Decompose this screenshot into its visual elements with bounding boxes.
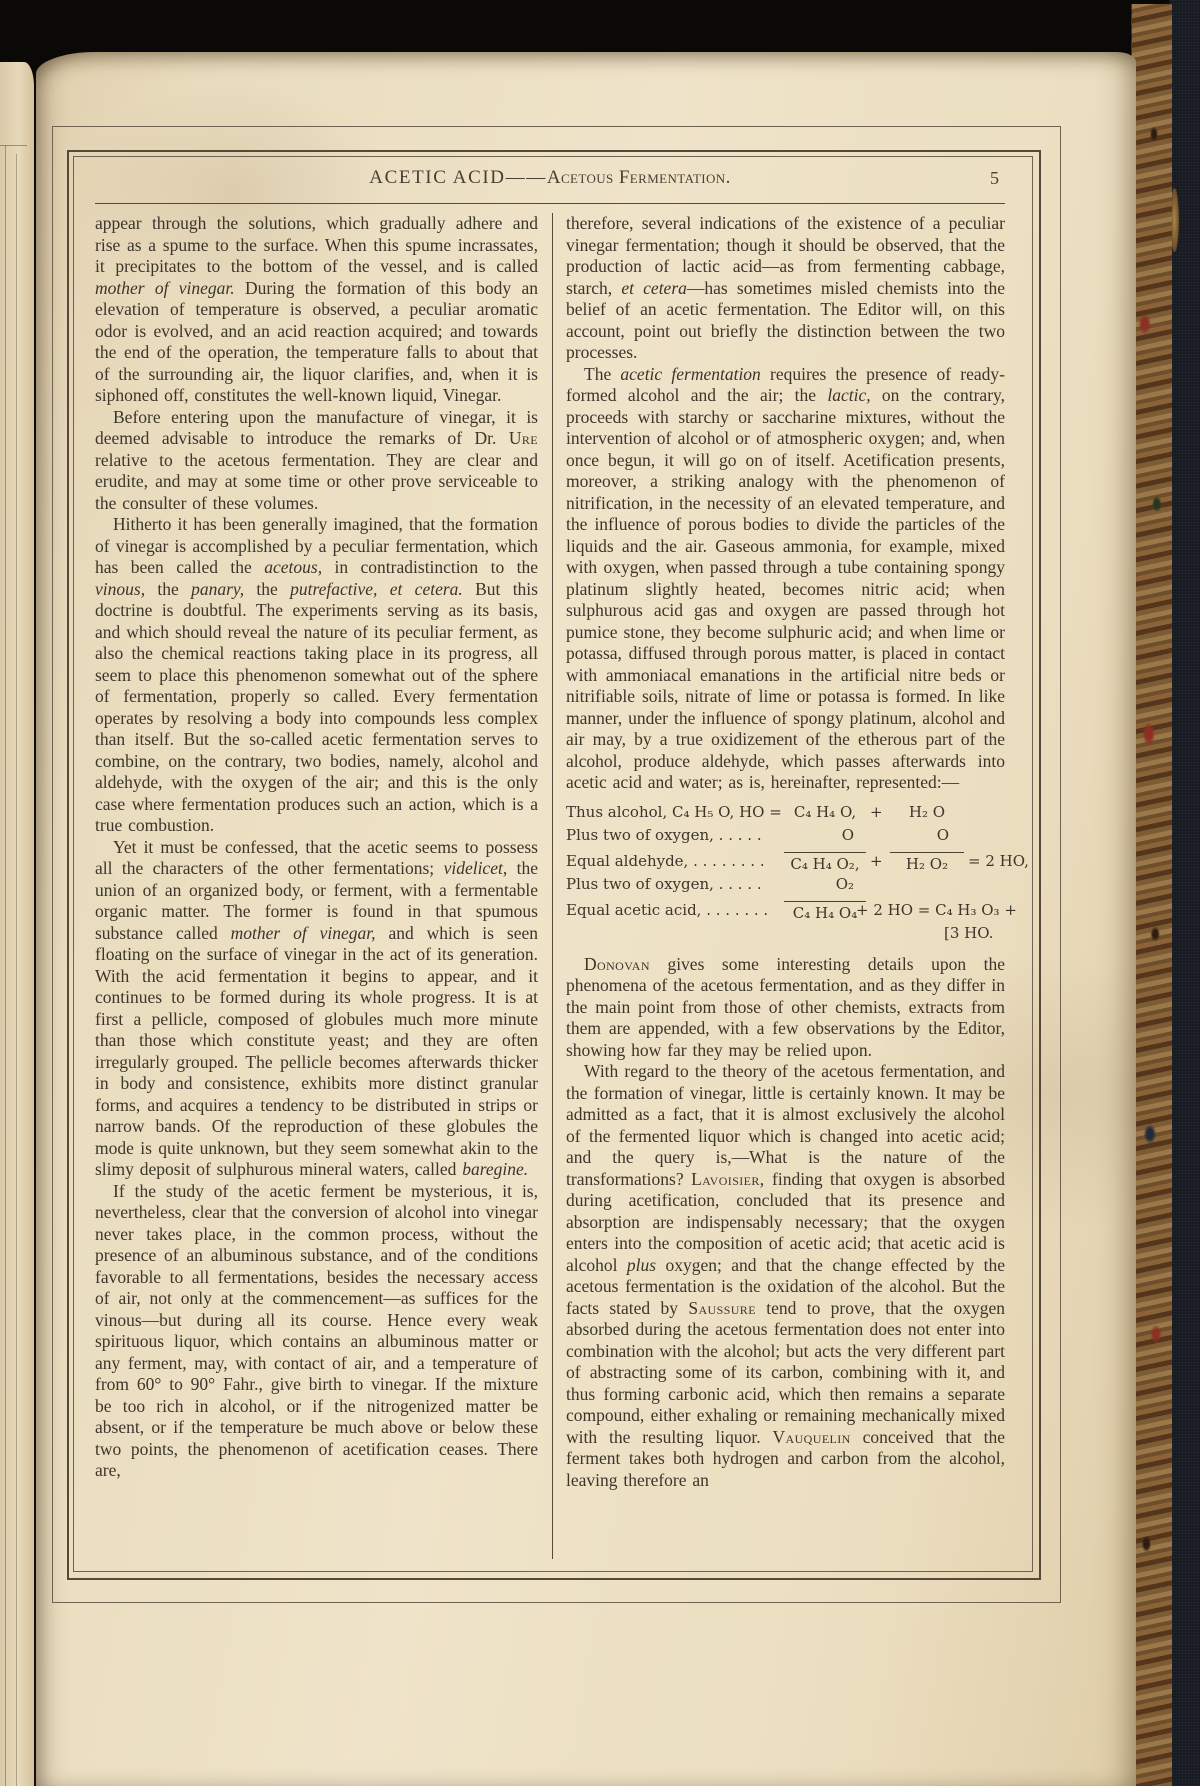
body-text: oxygen; and that the change effected by the acetous fermentation is the oxidation of the alcohol. But the facts stated by	[566, 1254, 1005, 1318]
equation-term-summed: C₄ H₄ O₄	[784, 901, 866, 922]
italic-text: mother of vinegar.	[95, 277, 235, 298]
body-text: But this doctrine is doubtful. The experiments serving as its basis, and which should reveal the nature of its peculiar ferment, as also the chemical reactions taking place in its progress, all seem to place this phenomenon somewhat out of the sphere of fermentation, properly so called. Every fermentation operates by resolving a body into compounds less complex than itself. But the so-called acetic fermentation serves to combine, on the contrary, two bodies, namely, alcohol and aldehyde, with the oxygen of the air; and this is the only case where fermentation produces such an action, which is a true combustion.	[95, 578, 538, 835]
plus-sign: +	[870, 802, 883, 821]
body-text: in contradistinction to the	[322, 557, 538, 577]
italic-text: mother of vinegar,	[230, 922, 376, 943]
body-text: The	[584, 363, 621, 384]
paragraph	[95, 514, 538, 837]
equation-row-oxygen	[566, 875, 1005, 896]
equation-label: Plus two of oxygen, . . . . .	[566, 874, 762, 893]
paragraph	[95, 213, 538, 407]
equation-term-summed: C₄ H₄ O₂,	[784, 852, 866, 873]
body-text: the union of an organized body, or ferment, with a fermentable organic matter. The former is found in that spumous substance called	[95, 858, 538, 943]
italic-text: putrefactive, et cetera.	[290, 578, 463, 599]
body-text: requires the presence of ready-formed alcohol and the air; the	[566, 363, 1005, 405]
body-text: Hitherto it has been generally imagined, that the formation of vinegar is accomplished by a peculiar fermentation, which has been called the	[95, 514, 538, 577]
body-text: therefore, several indications of the existence of a peculiar vinegar fermentation; though it should be observed, that the production of lactic acid—as from fermenting cabbage, starch,	[566, 213, 1005, 298]
equation-label: Thus alcohol, C₄ H₅ O, HO =	[566, 802, 782, 821]
equation-row-alcohol	[566, 803, 1005, 826]
body-text: Before entering upon the manufacture of vinegar, it is deemed advisable to introduce the remarks of Dr.	[95, 406, 538, 448]
equation-term: O₂	[835, 874, 854, 893]
equation-row-oxygen	[566, 826, 1005, 847]
equation-result: + 2 HO = C₄ H₃ O₃ +	[856, 900, 1017, 919]
two-column-text	[95, 213, 1029, 1559]
smallcaps-name: Ure	[508, 428, 538, 448]
equation-term: H₂ O	[908, 802, 946, 821]
italic-text: acetic fermentation	[620, 363, 761, 384]
body-text: —has sometimes misled chemists into the belief of an acetic fermentation. The Editor will, on this account, point out briefly the distinction between the two processes.	[566, 277, 1005, 362]
body-text: the	[145, 578, 192, 599]
equation-term: O	[841, 825, 854, 844]
header-rule	[95, 203, 1005, 204]
paragraph	[95, 407, 538, 515]
page-content	[95, 164, 1029, 1559]
equation-row-aldehyde	[566, 847, 1029, 875]
previous-page-border-rule	[5, 145, 6, 1786]
smallcaps-name: Vauquelin	[772, 1426, 851, 1447]
body-text: finding that oxygen is absorbed during acetification, concluded that its presence and absorption are indispensably necessary; that the oxygen enters into the composition of acetic acid; that acetic acid is alcohol	[566, 1168, 1006, 1275]
italic-text: baregine.	[462, 1159, 529, 1179]
book-cover	[1168, 0, 1200, 1786]
body-text: conceived that the ferment takes both hydrogen and carbon from the alcohol, leaving therefore an	[566, 1426, 1005, 1490]
equation-label: Plus two of oxygen, . . . . .	[566, 825, 762, 844]
body-text: gives some interesting details upon the phenomena of the acetous fermentation, and as they differ in the main point from those of other chemists, extracts from them are appended, with a few observations by the Editor, showing how far they may be relied upon.	[566, 953, 1005, 1060]
body-text: and which is seen floating on the surface of vinegar in the act of its generation. With the acid fermentation it begins to appear, and it continues to be formed during its whole progress. It is at first a pellicle, composed of globules much more minute than those which constitute yeast; and they are often irregularly grouped. The pellicle becomes afterwards thicker in body and consistence, exhibits more distinct granular forms, and acquires a tendency to be distributed in strips or narrow bands. Of the reproduction of these globules the mode is quite unknown, but they seem somewhat akin to the slimy deposit of sulphurous mineral waters, called	[95, 922, 538, 1179]
equation-term: O	[936, 825, 949, 844]
previous-page-border-rule	[16, 154, 17, 1786]
body-text: During the formation of this body an elevation of temperature is observed, a peculiar aromatic odor is evolved, and an acid reaction acquired; and towards the end of the operation, the temperature falls to about that of the surrounding air, the liquor clarifies, and, when it is siphoned off, constitutes the well-known liquid, Vinegar.	[95, 277, 538, 405]
italic-text: vinous,	[95, 578, 146, 599]
right-column-text	[566, 213, 1029, 1559]
equation-row-acetic-acid	[566, 896, 1017, 924]
equation-label: Equal aldehyde, . . . . . . . .	[566, 851, 765, 870]
equation-term-summed: H₂ O₂	[890, 852, 964, 873]
italic-text: plus	[626, 1254, 657, 1275]
italic-text: videlicet,	[443, 858, 508, 878]
equation-continuation: [3 HO.	[944, 923, 994, 942]
smallcaps-name: Saussure	[688, 1297, 756, 1318]
equation-label: Equal acetic acid, . . . . . . .	[566, 900, 769, 919]
right-column-upper-paragraphs	[566, 213, 1005, 794]
paragraph	[566, 364, 1005, 794]
column-divider-rule	[552, 213, 553, 1559]
body-text: If the study of the acetic ferment be mysterious, it is, nevertheless, clear that the conversion of alcohol into vinegar never takes place, in the common process, without the presence of an albuminous substance, and of the conditions favorable to all fermentations, besides the necessary access of air, not only at the commencement—as suffices for the vinous—but during all its course. Hence every weak spirituous liquor, which contains an albuminous matter or any ferment, may, with contact of air, and a temperature of from 60° to 90° Fahr., give birth to vinegar. If the mixture be too rich in alcohol, or if the nitrogenized matter be absent, or if the temperature be much above or below these two points, the phenomenon of acetification ceases. There are,	[95, 1180, 538, 1480]
plus-sign: +	[870, 851, 883, 870]
italic-text: lactic,	[827, 385, 871, 405]
paragraph	[95, 1181, 538, 1482]
paragraph	[566, 954, 1005, 1062]
italic-text: et cetera	[621, 277, 687, 298]
page-number: 5	[990, 168, 999, 188]
body-text: With regard to the theory of the acetous fermentation, and the formation of vinegar, little is certainly known. It may be admitted as a fact, that it is almost exclusively the alcohol of the fermented liquor which is changed into acetic acid; and the query is,—What is the nature of the transformations?	[566, 1061, 1005, 1189]
paragraph	[566, 1061, 1005, 1491]
paragraph	[566, 213, 1005, 364]
body-text: the	[244, 578, 291, 599]
smallcaps-name: Donovan	[584, 953, 650, 974]
chemical-equations-block	[566, 802, 1029, 943]
italic-text: panary,	[191, 578, 245, 599]
equation-continuation-row	[566, 924, 1005, 943]
paragraph	[95, 837, 538, 1181]
body-text: tend to prove, that the oxygen absorbed during the acetous fermentation does not enter into combination with the alcohol; but acts the very different part of abstracting some of its carbon, combining with it, and thus forming carbonic acid, which then remains a separate compound, either exhaling or remaining mechanically mixed with the resulting liquor.	[566, 1297, 1005, 1447]
marbled-page-edges	[1131, 4, 1172, 1786]
page-title-left: ACETIC ACID	[369, 167, 506, 188]
page-title	[95, 167, 1005, 189]
body-text: relative to the acetous fermentation. They are clear and erudite, and may at some time or other prove serviceable to the consulter of these volumes.	[95, 449, 538, 513]
equation-result: = 2 HO,	[968, 851, 1029, 870]
book-page	[36, 52, 1136, 1786]
italic-text: acetous,	[264, 557, 323, 577]
page-title-right: Acetous Fermentation.	[546, 167, 731, 188]
equation-term: C₄ H₄ O,	[793, 802, 857, 821]
right-column-lower-paragraphs	[566, 954, 1005, 1492]
body-text: Yet it must be confessed, that the acetic seems to possess all the characters of the other fermentations;	[95, 836, 538, 878]
smallcaps-name: Lavoisier,	[691, 1168, 765, 1189]
page-title-dash: ——	[505, 167, 547, 188]
body-text: on the contrary, proceeds with starchy or saccharine mixtures, without the intervention of alcohol or of atmospheric oxygen; and, when once begun, it will go on of itself. Acetification presents, moreover, a striking analogy with the phenomenon of nitrification, in the necessity of an elevated temperature, and the influence of porous bodies to divide the particles of the liquids and the air. Gaseous ammonia, for example, mixed with oxygen, when passed through a tube containing spongy platinum slightly heated, becomes nitric acid; when sulphurous acid gas and oxygen are passed through hot pumice stone, they become sulphuric acid; and when lime or potassa, diffused through porous matter, is placed in contact with ammoniacal emanations in the artificial nitre beds or nitrifiable soils, nitrate of lime or potassa is formed. In like manner, under the influence of spongy platinum, alcohol and air may, by a true oxidizement of the etherous part of the alcohol, produce aldehyde, which passes afterwards into acetic acid and water; as is, hereinafter, represented:—	[566, 385, 1006, 792]
body-text: appear through the solutions, which gradually adhere and rise as a spume to the surface. When this spume incrassates, it precipitates to the bottom of the vessel, and is called	[95, 213, 538, 276]
left-column-text	[95, 213, 538, 1559]
running-header	[95, 164, 1005, 203]
previous-page-edge	[0, 62, 34, 1786]
